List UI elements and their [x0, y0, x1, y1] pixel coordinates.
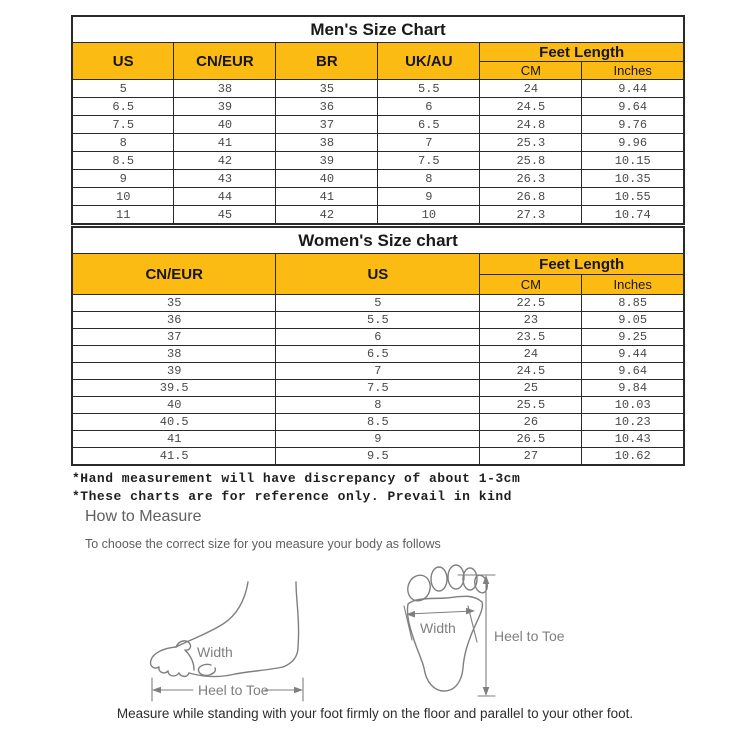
table-cell: 40.5 — [72, 414, 276, 431]
table-cell: 6.5 — [276, 346, 480, 363]
table-row — [72, 134, 684, 152]
womens-col-header-cm: CM — [480, 275, 582, 295]
table-cell: 24 — [480, 346, 582, 363]
table-cell: 26 — [480, 414, 582, 431]
note-line: *Hand measurement will have discrepancy of about 1-3cm — [72, 471, 521, 486]
table-cell: 42 — [174, 152, 276, 170]
top-foot-heel-to-toe-label: Heel to Toe — [494, 628, 565, 644]
table-row — [72, 295, 684, 312]
table-cell: 37 — [72, 329, 276, 346]
table-cell: 8 — [378, 170, 480, 188]
table-cell: 39 — [174, 98, 276, 116]
how-to-measure-heading: How to Measure — [85, 508, 202, 525]
mens-col-header-us: US — [72, 43, 174, 80]
table-cell: 6.5 — [72, 98, 174, 116]
side-foot-width-label: Width — [197, 644, 233, 660]
table-cell: 9.44 — [582, 346, 684, 363]
table-cell: 8 — [276, 397, 480, 414]
table-cell: 35 — [276, 80, 378, 98]
disclaimer-notes — [72, 470, 520, 506]
table-row — [72, 414, 684, 431]
table-cell: 26.8 — [480, 188, 582, 206]
top-view-foot-illustration — [398, 556, 578, 708]
side-view-foot-illustration — [145, 560, 313, 706]
table-cell: 37 — [276, 116, 378, 134]
mens-col-header-br: BR — [276, 43, 378, 80]
table-cell: 9.64 — [582, 98, 684, 116]
table-cell: 5.5 — [276, 312, 480, 329]
table-cell: 10.35 — [582, 170, 684, 188]
table-row — [72, 431, 684, 448]
womens-col-header-inches: Inches — [582, 275, 684, 295]
table-cell: 36 — [72, 312, 276, 329]
table-cell: 24.5 — [480, 98, 582, 116]
mens-table-title: Men's Size Chart — [72, 16, 684, 43]
table-row — [72, 116, 684, 134]
table-cell: 9.5 — [276, 448, 480, 466]
how-to-measure-subheading: To choose the correct size for you measure your body as follows — [85, 537, 441, 551]
table-row — [72, 312, 684, 329]
table-cell: 9.44 — [582, 80, 684, 98]
table-cell: 9.05 — [582, 312, 684, 329]
table-row — [72, 329, 684, 346]
table-cell: 41.5 — [72, 448, 276, 466]
womens-size-table — [71, 226, 685, 466]
table-cell: 9 — [72, 170, 174, 188]
table-cell: 9 — [378, 188, 480, 206]
table-cell: 10.62 — [582, 448, 684, 466]
womens-table-title: Women's Size chart — [72, 227, 684, 254]
table-cell: 42 — [276, 206, 378, 225]
table-cell: 5 — [72, 80, 174, 98]
table-cell: 45 — [174, 206, 276, 225]
table-row — [72, 448, 684, 466]
table-cell: 24.5 — [480, 363, 582, 380]
table-cell: 9 — [276, 431, 480, 448]
table-cell: 39.5 — [72, 380, 276, 397]
table-cell: 10.15 — [582, 152, 684, 170]
table-cell: 9.76 — [582, 116, 684, 134]
table-cell: 9.84 — [582, 380, 684, 397]
table-cell: 6 — [276, 329, 480, 346]
table-row — [72, 170, 684, 188]
womens-col-header-us: US — [276, 254, 480, 295]
table-cell: 40 — [72, 397, 276, 414]
table-cell: 25.8 — [480, 152, 582, 170]
table-cell: 8.5 — [276, 414, 480, 431]
table-cell: 7 — [276, 363, 480, 380]
table-cell: 38 — [72, 346, 276, 363]
table-cell: 7.5 — [378, 152, 480, 170]
table-row — [72, 98, 684, 116]
table-row — [72, 152, 684, 170]
table-cell: 10 — [378, 206, 480, 225]
table-cell: 10.55 — [582, 188, 684, 206]
side-foot-heel-to-toe-label: Heel to Toe — [198, 682, 269, 698]
table-cell: 6.5 — [378, 116, 480, 134]
table-row — [72, 80, 684, 98]
table-row — [72, 397, 684, 414]
table-cell: 39 — [72, 363, 276, 380]
table-cell: 36 — [276, 98, 378, 116]
table-row — [72, 188, 684, 206]
table-row — [72, 346, 684, 363]
table-cell: 40 — [276, 170, 378, 188]
table-cell: 9.64 — [582, 363, 684, 380]
table-cell: 25.5 — [480, 397, 582, 414]
mens-col-header-inches: Inches — [582, 62, 684, 80]
table-cell: 25.3 — [480, 134, 582, 152]
table-cell: 22.5 — [480, 295, 582, 312]
womens-col-header-cn-eur: CN/EUR — [72, 254, 276, 295]
table-cell: 40 — [174, 116, 276, 134]
table-cell: 39 — [276, 152, 378, 170]
table-cell: 23 — [480, 312, 582, 329]
table-cell: 25 — [480, 380, 582, 397]
table-cell: 38 — [174, 80, 276, 98]
table-cell: 10 — [72, 188, 174, 206]
table-cell: 26.3 — [480, 170, 582, 188]
table-cell: 24.8 — [480, 116, 582, 134]
table-cell: 24 — [480, 80, 582, 98]
mens-col-header-feet-length: Feet Length — [480, 43, 684, 62]
mens-col-header-uk-au: UK/AU — [378, 43, 480, 80]
table-cell: 10.23 — [582, 414, 684, 431]
mens-col-header-cn-eur: CN/EUR — [174, 43, 276, 80]
table-cell: 8.85 — [582, 295, 684, 312]
table-cell: 7.5 — [72, 116, 174, 134]
table-cell: 8.5 — [72, 152, 174, 170]
table-cell: 27 — [480, 448, 582, 466]
mens-col-header-cm: CM — [480, 62, 582, 80]
table-cell: 26.5 — [480, 431, 582, 448]
table-cell: 43 — [174, 170, 276, 188]
table-cell: 44 — [174, 188, 276, 206]
table-cell: 7 — [378, 134, 480, 152]
table-cell: 35 — [72, 295, 276, 312]
table-cell: 41 — [276, 188, 378, 206]
table-cell: 23.5 — [480, 329, 582, 346]
table-cell: 9.96 — [582, 134, 684, 152]
table-cell: 9.25 — [582, 329, 684, 346]
table-cell: 5.5 — [378, 80, 480, 98]
measure-instruction-caption: Measure while standing with your foot firmly on the floor and parallel to your other foot. — [116, 706, 634, 721]
table-cell: 38 — [276, 134, 378, 152]
table-cell: 6 — [378, 98, 480, 116]
womens-col-header-feet-length: Feet Length — [480, 254, 684, 275]
table-cell: 7.5 — [276, 380, 480, 397]
table-cell: 10.74 — [582, 206, 684, 225]
mens-table-body — [72, 80, 684, 225]
table-cell: 27.3 — [480, 206, 582, 225]
mens-size-table — [71, 15, 685, 225]
table-cell: 41 — [174, 134, 276, 152]
note-line: *These charts are for reference only. Prevail in kind — [72, 489, 512, 504]
top-foot-width-label: Width — [420, 620, 456, 636]
table-cell: 8 — [72, 134, 174, 152]
womens-table-body — [72, 295, 684, 466]
table-cell: 11 — [72, 206, 174, 225]
table-row — [72, 206, 684, 225]
table-cell: 10.43 — [582, 431, 684, 448]
table-cell: 10.03 — [582, 397, 684, 414]
table-cell: 5 — [276, 295, 480, 312]
table-cell: 41 — [72, 431, 276, 448]
table-row — [72, 363, 684, 380]
table-row — [72, 380, 684, 397]
